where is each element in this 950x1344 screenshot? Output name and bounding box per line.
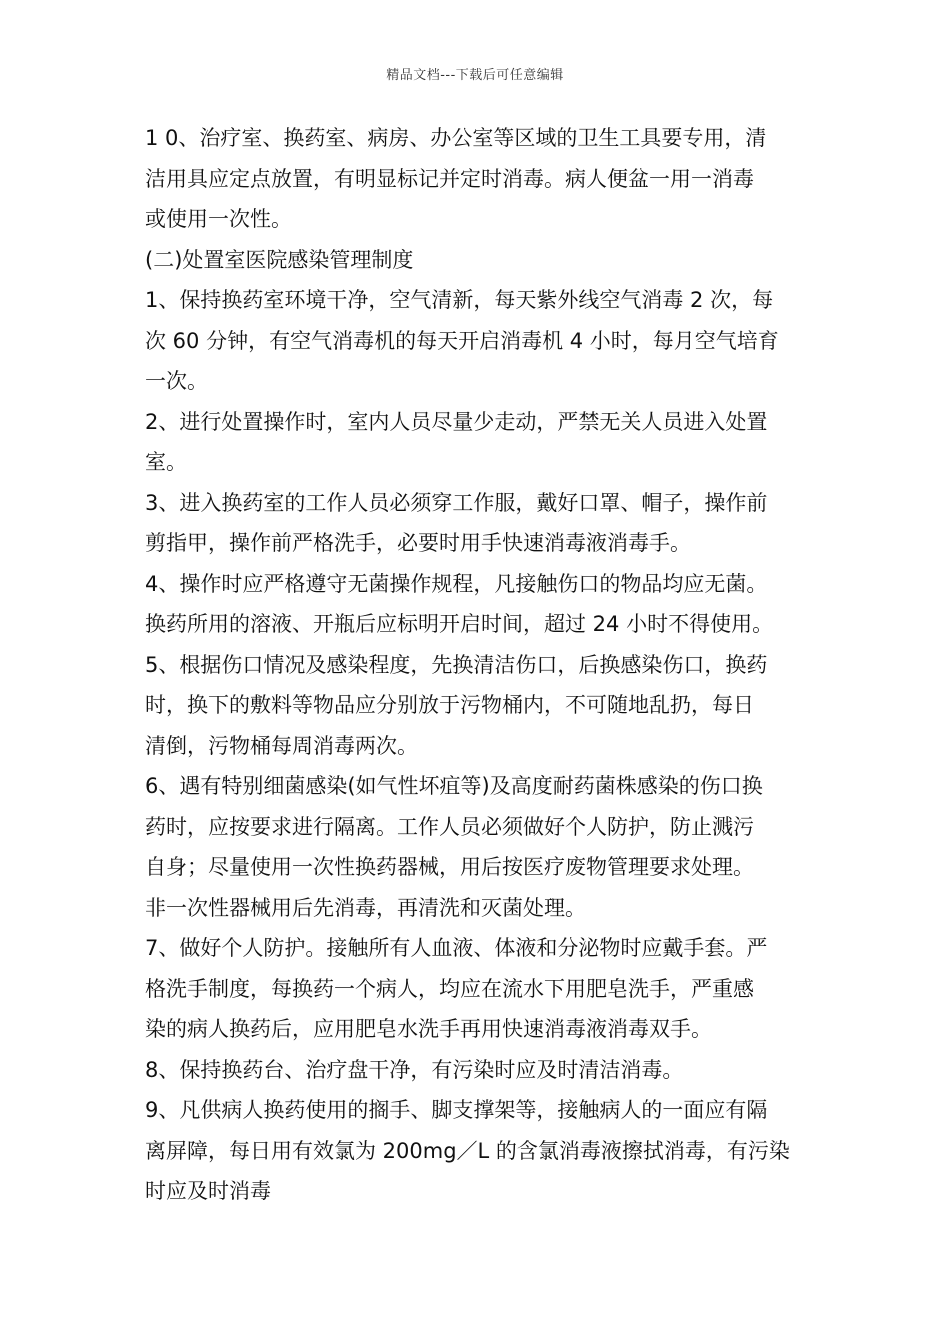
page-header: 精品文档---下载后可任意编辑: [386, 68, 564, 83]
text-line: 9、凡供病人换药使用的搁手、脚支撑架等，接触病人的一面应有隔: [145, 1098, 768, 1122]
text-line: 时应及时消毒: [145, 1179, 271, 1203]
text-line: 剪指甲，操作前严格洗手，必要时用手快速消毒液消毒手。: [145, 531, 691, 555]
text-line: 洁用具应定点放置，有明显标记并定时消毒。病人便盆一用一消毒: [145, 166, 754, 191]
text-line: 换药所用的溶液、开瓶后应标明开启时间，超过 24 小时不得使用。: [145, 612, 774, 636]
section-heading: (二)处置室医院感染管理制度: [145, 247, 414, 272]
text-line: 2、进行处置操作时，室内人员尽量少走动，严禁无关人员进入处置: [145, 409, 768, 434]
text-line: 一次。: [145, 369, 208, 393]
text-line: 次 60 分钟，有空气消毒机的每天开启消毒机 4 小时，每月空气培育: [145, 328, 779, 353]
text-line: 8、保持换药台、治疗盘干净，有污染时应及时清洁消毒。: [145, 1057, 684, 1082]
text-line: 1、保持换药室环境干净，空气清新，每天紫外线空气消毒 2 次，每: [145, 288, 774, 312]
text-line: 格洗手制度，每换药一个病人，均应在流水下用肥皂洗手，严重感: [145, 976, 754, 1001]
text-line: 或使用一次性。: [145, 207, 292, 231]
text-line: 6、遇有特别细菌感染(如气性坏疽等)及高度耐药菌株感染的伤口换: [145, 774, 763, 798]
text-line: 7、做好个人防护。接触所有人血液、体液和分泌物时应戴手套。严: [145, 936, 768, 960]
text-line: 离屏障，每日用有效氯为 200mg／L 的含氯消毒液擦拭消毒，有污染: [145, 1138, 790, 1163]
text-line: 时，换下的敷料等物品应分别放于污物桶内，不可随地乱扔，每日: [145, 693, 754, 717]
text-line: 5、根据伤口情况及感染程度，先换清洁伤口，后换感染伤口，换药: [145, 652, 768, 677]
text-line: 3、进入换药室的工作人员必须穿工作服，戴好口罩、帽子，操作前: [145, 490, 768, 515]
text-line: 1 0、治疗室、换药室、病房、办公室等区域的卫生工具要专用，清: [145, 126, 767, 150]
text-line: 自身；尽量使用一次性换药器械，用后按医疗废物管理要求处理。: [145, 855, 754, 879]
text-line: 清倒，污物桶每周消毒两次。: [145, 733, 418, 758]
text-line: 染的病人换药后，应用肥皂水洗手再用快速消毒液消毒双手。: [145, 1017, 712, 1041]
text-line: 4、操作时应严格遵守无菌操作规程，凡接触伤口的物品均应无菌。: [145, 571, 768, 596]
text-line: 非一次性器械用后先消毒，再清洗和灭菌处理。: [145, 895, 586, 920]
text-line: 室。: [145, 450, 187, 474]
text-line: 药时，应按要求进行隔离。工作人员必须做好个人防护，防止溅污: [145, 814, 754, 839]
document-body: [145, 118, 810, 1212]
